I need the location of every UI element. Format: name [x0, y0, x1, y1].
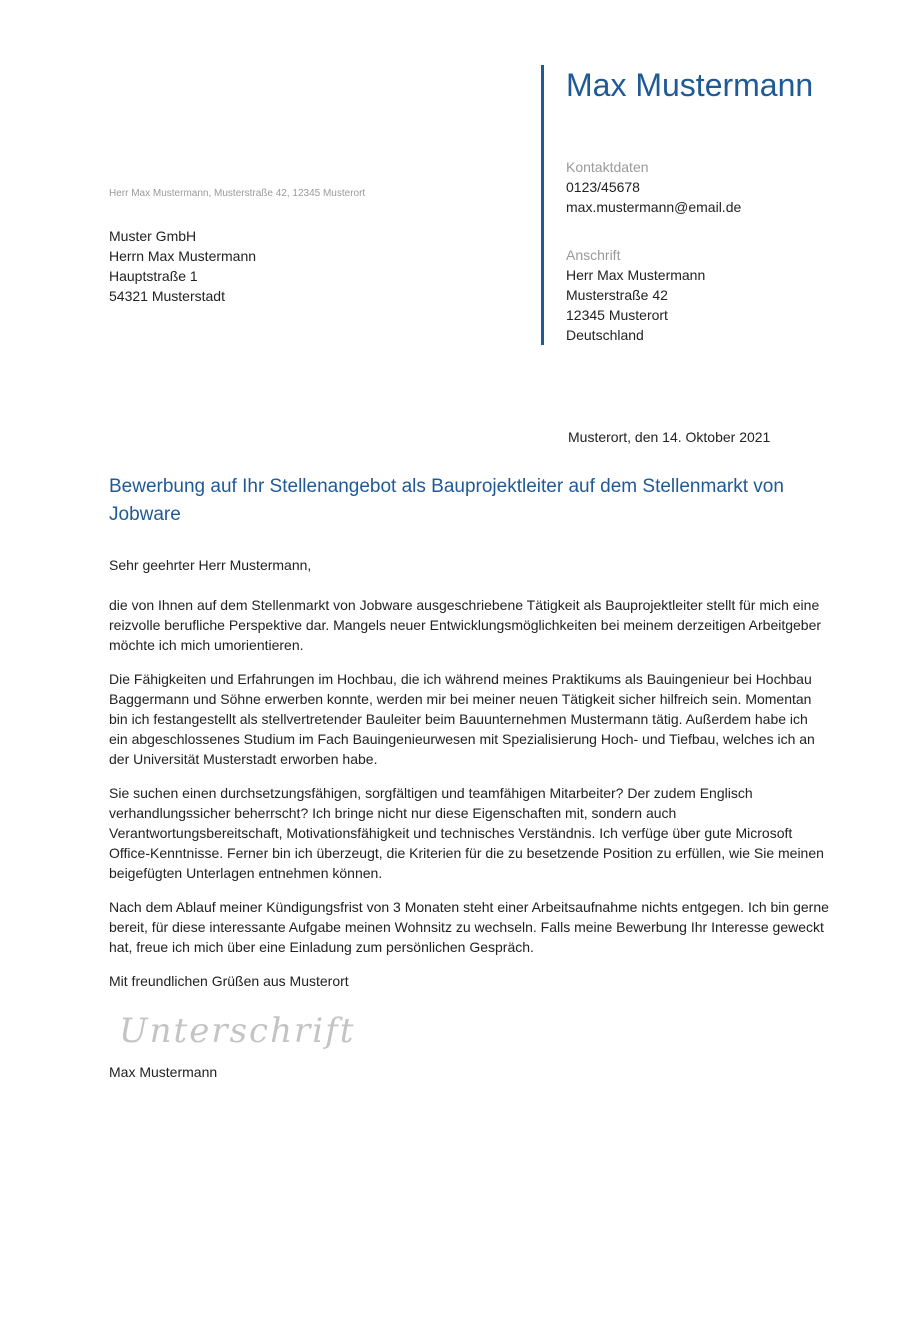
recipient-line: Hauptstraße 1 — [109, 268, 198, 284]
subject-heading: Bewerbung auf Ihr Stellenangebot als Bauprojektleiter auf dem Stellenmarkt von Jobware — [109, 476, 784, 525]
signature: Unterschrift — [119, 1011, 356, 1051]
sender-address — [566, 245, 705, 345]
address-line: Deutschland — [566, 327, 644, 343]
body-paragraph: Nach dem Ablauf meiner Kündigungsfrist von 3 Monaten steht einer Arbeitsaufnahme nichts entgegen. Ich bin gerne bereit, für diese interessante Aufgabe meinen Wohnsitz zu wechseln. Falls meine Bewerbung Ihr Interesse geweckt hat, freue ich mich über eine Einladung zum persönlichen Gespräch. — [109, 899, 829, 955]
address-line: Herr Max Mustermann — [566, 267, 706, 283]
contact-email: max.mustermann@email.de — [566, 199, 742, 215]
signer-name: Max Mustermann — [109, 1064, 218, 1080]
recipient-line: 54321 Musterstadt — [109, 288, 225, 304]
body-paragraph: die von Ihnen auf dem Stellenmarkt von Jobware ausgeschriebene Tätigkeit als Bauprojektleiter stellt für mich eine reizvolle berufliche Perspektive dar. Mangels neuer Entwicklungsmöglichkeiten bei meinem derzeitigen Arbeitgeber möchte ich mich umorientieren. — [109, 597, 822, 653]
closing: Mit freundlichen Grüßen aus Musterort — [109, 973, 349, 989]
address-label: Anschrift — [566, 247, 621, 263]
contact-phone: 0123/45678 — [566, 179, 640, 195]
contact-label: Kontaktdaten — [566, 159, 649, 175]
recipient-line: Muster GmbH — [109, 228, 197, 244]
salutation: Sehr geehrter Herr Mustermann, — [109, 557, 312, 573]
sender-name: Max Mustermann — [566, 67, 814, 103]
sender-block — [541, 65, 841, 345]
letter-body — [109, 555, 829, 1005]
address-line: Musterstraße 42 — [566, 287, 668, 303]
return-address-line: Herr Max Mustermann, Musterstraße 42, 12345 Musterort — [109, 188, 366, 199]
contact-info — [566, 157, 741, 217]
body-paragraph: Die Fähigkeiten und Erfahrungen im Hochbau, die ich während meines Praktikums als Bauingenieur bei Hochbau Baggermann und Söhne erwerben konnte, werden mir bei meiner neuen Tätigkeit sicher hilfreich sein. Momentan bin ich festangestellt als stellvertretender Bauleiter beim Bauunternehmen Mustermann tätig. Außerdem habe ich ein abgeschlossenes Studium im Fach Bauingenieurwesen mit Spezialisierung Hoch- und Tiefbau, welches ich an der Universität Musterstadt erworben habe. — [109, 671, 815, 767]
body-paragraph: Sie suchen einen durchsetzungsfähigen, sorgfältigen und teamfähigen Mitarbeiter? Der zudem Englisch verhandlungssicher beherrscht? Ich bringe nicht nur diese Eigenschaften mit, sondern auch Verantwortungsbereitschaft, Motivationsfähigkeit und technisches Verständnis. Ich verfüge über gute Microsoft Office-Kenntnisse. Ferner bin ich überzeugt, die Kriterien für die zu besetzende Position zu erfüllen, wie Sie meinen beigefügten Unterlagen entnehmen können. — [109, 785, 824, 881]
recipient-line: Herrn Max Mustermann — [109, 248, 257, 264]
address-line: 12345 Musterort — [566, 307, 668, 323]
date-line: Musterort, den 14. Oktober 2021 — [568, 429, 771, 445]
recipient-address — [109, 226, 256, 306]
